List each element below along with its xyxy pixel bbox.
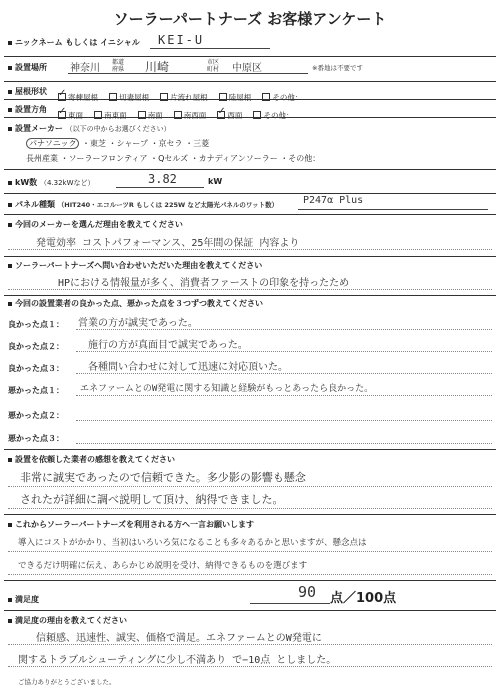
message-answer-line2[interactable]: できるだけ明確に伝え、あらかじめ説明を受け、納得できるものを選びます xyxy=(18,561,308,571)
roof-type-label: 屋根形状 xyxy=(15,87,47,96)
kw-hint: （4.32kWなど） xyxy=(39,179,95,187)
bullet-icon xyxy=(8,264,12,268)
nickname-row xyxy=(8,37,140,48)
bullet-icon xyxy=(8,223,12,227)
direction-option[interactable]: 南面 xyxy=(138,111,163,120)
bad-point-1-label: 悪かった点１： xyxy=(8,386,64,395)
maker-option[interactable]: ソーラーフロンティア xyxy=(68,154,148,163)
panel-label: パネル種類 xyxy=(15,200,55,209)
location-label: 設置場所 xyxy=(15,63,47,72)
kw-field[interactable]: 3.82 xyxy=(148,172,177,186)
direction-option[interactable]: 南東面 xyxy=(94,111,127,120)
direction-option[interactable]: 南西面 xyxy=(174,111,207,120)
good-point-3-answer[interactable]: 各種問い合わせに対して迅速に対応頂いた。 xyxy=(88,362,288,373)
answer-line xyxy=(76,329,492,330)
prefecture-field[interactable]: 神奈川 xyxy=(70,63,100,74)
answer-line xyxy=(76,373,492,374)
divider xyxy=(4,99,496,100)
bullet-icon xyxy=(8,181,12,185)
prefecture-marker: 都道府県 xyxy=(112,59,125,73)
maker-label: 設置メーカー xyxy=(15,124,63,133)
kw-unit: kW xyxy=(208,177,223,186)
direction-row xyxy=(8,104,47,115)
bullet-icon xyxy=(8,66,12,70)
maker-option[interactable]: 三菱 xyxy=(193,139,210,148)
divider xyxy=(4,295,496,296)
satisfaction-reason-question: 満足度の理由を教えてください xyxy=(8,615,127,626)
ward-field[interactable]: 中原区 xyxy=(232,63,262,74)
message-question: これからソーラーパートナーズを利用される方へ一言お願いします xyxy=(8,519,254,530)
direction-option[interactable]: ✓東面 xyxy=(58,111,83,120)
maker-option[interactable]: 長州産業 xyxy=(26,154,58,163)
roof-option[interactable]: ✓寄棟屋根 xyxy=(58,93,98,102)
roof-option[interactable]: 切妻屋根 xyxy=(109,93,149,102)
panel-row xyxy=(8,199,278,210)
roof-type-row xyxy=(8,86,47,97)
satisfaction-reason-line1[interactable]: 信頼感、迅速性、誠実、価格で満足。エネファームとのW発電に xyxy=(36,633,322,644)
message-answer-line1[interactable]: 導入にコストがかかり、当初はいろいろ気になることも多々あるかと思いますが、懸念点は xyxy=(18,538,367,548)
location-underline xyxy=(68,73,308,74)
answer-line xyxy=(76,351,492,352)
maker-option[interactable]: 京セラ xyxy=(158,139,183,148)
location-row xyxy=(8,62,47,73)
bullet-icon xyxy=(8,108,12,112)
roof-option[interactable]: 陸屋根 xyxy=(219,93,252,102)
divider xyxy=(4,256,496,257)
maker-list-row1: パナソニック ・東芝 ・シャープ ・京セラ ・三菱 xyxy=(26,138,209,149)
maker-option[interactable]: 東芝 xyxy=(90,139,106,148)
good-point-1-answer[interactable]: 営業の方が誠実であった。 xyxy=(78,318,198,329)
satisfaction-row xyxy=(8,594,39,605)
divider xyxy=(4,169,496,170)
answer-line xyxy=(8,644,492,645)
nickname-field[interactable]: KEI-U xyxy=(158,33,205,47)
impression-answer-line2[interactable]: されたが詳細に調べ説明して頂け、納得できました。 xyxy=(20,493,284,506)
roof-option[interactable]: その他： xyxy=(262,93,302,102)
direction-option[interactable]: ✓ 西面 xyxy=(217,111,242,120)
maker-option[interactable]: カナディアンソーラー xyxy=(198,154,278,163)
divider xyxy=(4,580,496,581)
maker-option-selected[interactable]: パナソニック xyxy=(26,138,79,149)
footer-thanks: ご協力ありがとうございました。 xyxy=(18,678,116,686)
good-point-3-label: 良かった点３： xyxy=(8,364,64,373)
maker-hint: （以下の中からお選びください） xyxy=(65,125,171,133)
divider xyxy=(4,56,496,57)
satisfaction-score[interactable]: 90 xyxy=(298,583,317,601)
bullet-icon xyxy=(8,203,12,207)
maker-option[interactable]: シャープ xyxy=(116,139,148,148)
direction-label: 設置方角 xyxy=(15,105,47,114)
contact-reason-answer[interactable]: HPにおける情報量が多く、消費者ファーストの印象を持ったため xyxy=(58,278,350,289)
maker-option[interactable]: その他： xyxy=(288,154,321,163)
answer-line xyxy=(8,551,492,552)
page-title: ソーラーパートナーズ お客様アンケート xyxy=(113,10,387,28)
divider xyxy=(4,449,496,450)
bullet-icon xyxy=(8,619,12,623)
panel-hint: （HIT240・エコルーツR もしくは 225W など太陽光パネルのワット数） xyxy=(57,201,279,209)
bullet-icon xyxy=(8,458,12,462)
divider xyxy=(4,81,496,82)
divider xyxy=(4,610,496,611)
bullet-icon xyxy=(8,302,12,306)
answer-line xyxy=(8,289,492,290)
divider xyxy=(4,117,496,118)
answer-line xyxy=(8,486,492,487)
answer-line xyxy=(8,249,492,250)
roof-option[interactable]: 片流れ屋根 xyxy=(160,93,208,102)
divider xyxy=(4,193,496,194)
impression-answer-line1[interactable]: 非常に誠実であったので信頼できた。多少影の影響も懸念 xyxy=(20,471,306,484)
bullet-icon xyxy=(8,41,12,45)
answer-line xyxy=(76,395,492,396)
answer-line xyxy=(8,508,492,509)
satisfaction-reason-line2[interactable]: 関するトラブルシューティングに少し不満あり で−10点 としました。 xyxy=(18,655,337,666)
satisfaction-underline xyxy=(250,603,330,604)
maker-list-row2: 長州産業 ・ソーラーフロンティア ・Qセルズ ・カナディアンソーラー ・その他： xyxy=(26,154,321,163)
bad-point-1-answer[interactable]: エネファームとのW発電に関する知識と経験がもっとあったら良かった。 xyxy=(80,384,374,394)
answer-line xyxy=(76,443,492,444)
contact-reason-question: ソーラーパートナーズへ問い合わせいただいた理由を教えてください xyxy=(8,260,262,271)
panel-underline xyxy=(298,209,488,210)
answer-line xyxy=(8,574,492,575)
impression-question: 設置を依頼した業者の感想を教えてください xyxy=(8,454,175,465)
bullet-icon xyxy=(8,127,12,131)
direction-options xyxy=(58,103,299,122)
satisfaction-label: 満足度 xyxy=(15,595,39,604)
good-point-1-label: 良かった点１： xyxy=(8,320,64,329)
good-bad-question: 今回の設置業者の良かった点、悪かった点を３つずつ教えてください xyxy=(8,298,263,309)
kw-underline xyxy=(116,187,204,188)
bad-point-3-label: 悪かった点３： xyxy=(8,434,64,443)
city-marker: 市区町村 xyxy=(207,59,220,73)
good-point-2-label: 良かった点２： xyxy=(8,342,64,351)
answer-line xyxy=(8,666,492,667)
answer-line xyxy=(76,420,492,421)
satisfaction-suffix: 点／100点 xyxy=(330,591,397,606)
bullet-icon xyxy=(8,598,12,602)
maker-option[interactable]: Qセルズ xyxy=(158,154,189,163)
direction-option[interactable]: その他： xyxy=(253,111,293,120)
maker-reason-question: 今回のメーカーを選んだ理由を教えてください xyxy=(8,219,183,230)
roof-type-options xyxy=(58,85,308,104)
city-field[interactable]: 川崎 xyxy=(145,60,170,74)
nickname-underline xyxy=(150,48,270,49)
panel-field[interactable]: P247α Plus xyxy=(303,195,364,206)
nickname-label: ニックネーム もしくは イニシャル xyxy=(15,38,140,47)
good-point-2-answer[interactable]: 施行の方が真面目で誠実であった。 xyxy=(88,340,248,351)
bullet-icon xyxy=(8,523,12,527)
bullet-icon xyxy=(8,90,12,94)
kw-row xyxy=(8,177,95,188)
maker-reason-answer[interactable]: 発電効率 コストパフォーマンス、25年間の保証 内容より xyxy=(36,238,300,249)
location-note: ※番地は不要です xyxy=(312,64,363,72)
divider xyxy=(4,214,496,215)
maker-row xyxy=(8,123,171,134)
divider xyxy=(4,514,496,515)
bad-point-2-label: 悪かった点２： xyxy=(8,411,64,420)
kw-label: kW数 xyxy=(15,178,38,187)
